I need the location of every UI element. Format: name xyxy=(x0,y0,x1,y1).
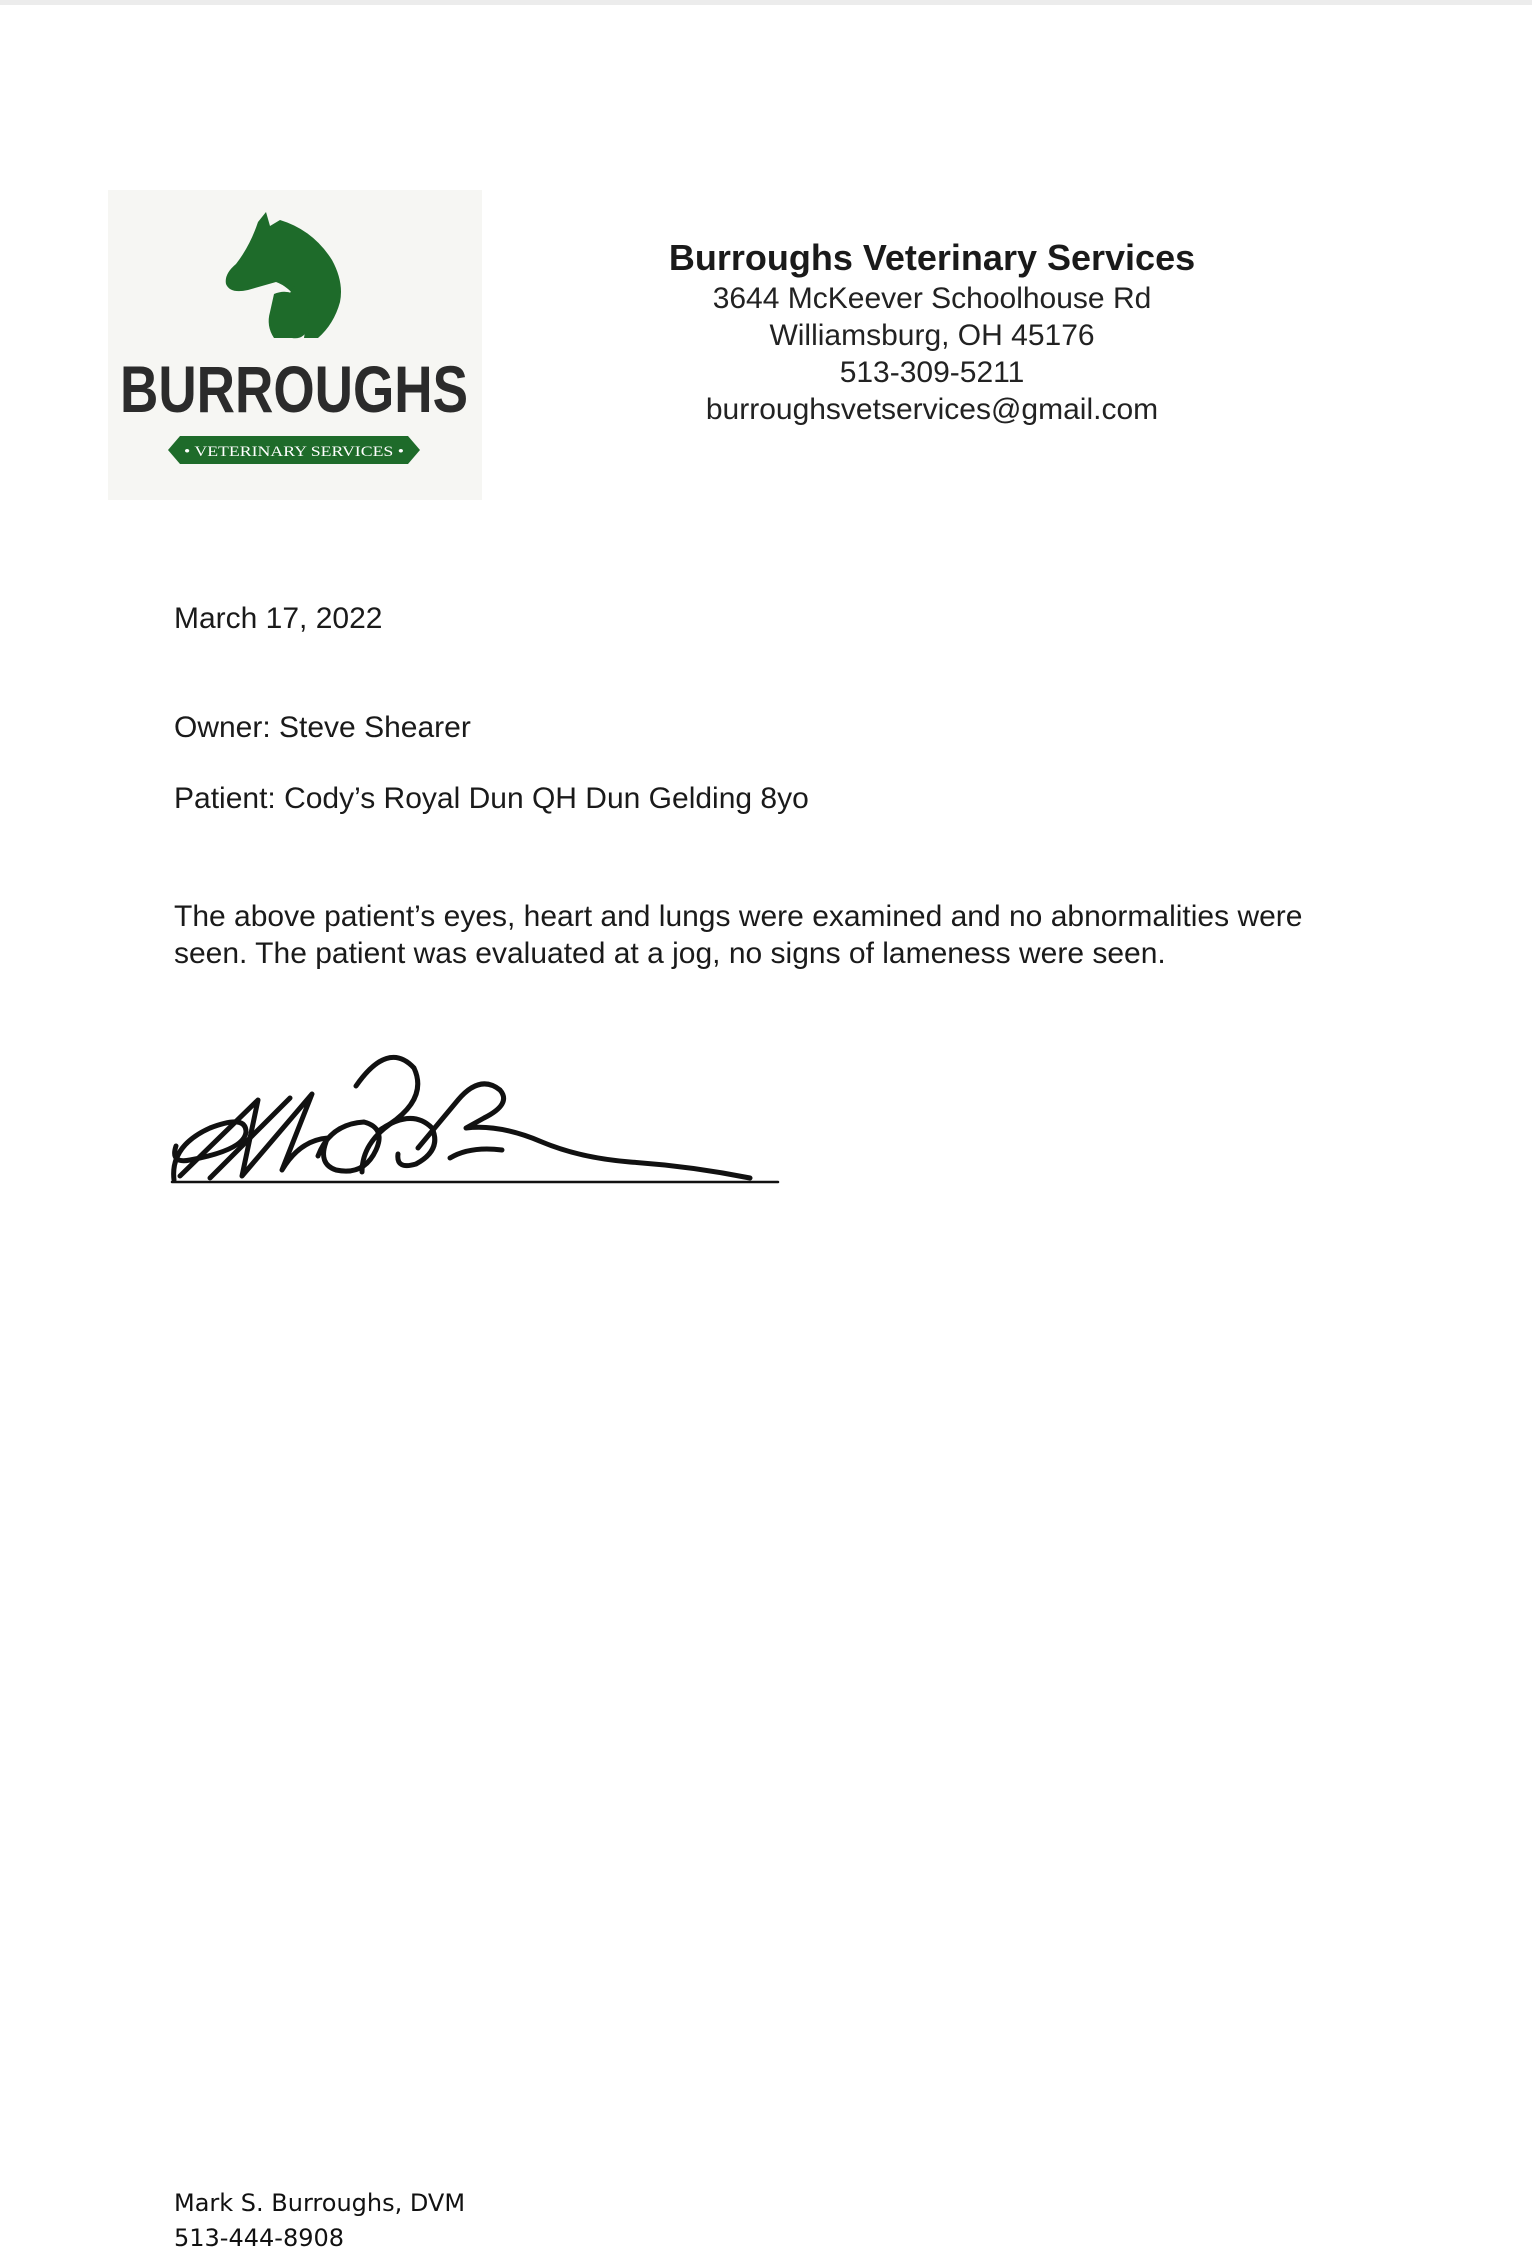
patient-line: Patient: Cody’s Royal Dun QH Dun Gelding 8yo xyxy=(174,782,809,815)
letter-date: March 17, 2022 xyxy=(174,602,383,635)
company-name: Burroughs Veterinary Services xyxy=(668,237,1196,278)
letterhead xyxy=(560,236,1304,428)
logo-wordmark: BURROUGHS xyxy=(120,352,468,426)
page-top-edge xyxy=(0,0,1532,5)
letter-body: The above patient’s eyes, heart and lungs were examined and no abnormalities were seen. The patient was evaluated at a jog, no signs of lameness were seen. xyxy=(174,900,1303,970)
signature-block xyxy=(150,1020,790,2252)
company-email: burroughsvetservices@gmail.com xyxy=(705,393,1159,426)
owner-line: Owner: Steve Shearer xyxy=(174,711,471,744)
address-line-2: Williamsburg, OH 45176 xyxy=(769,319,1095,352)
address-line-1: 3644 McKeever Schoolhouse Rd xyxy=(712,282,1152,315)
company-phone: 513-309-5211 xyxy=(839,356,1025,389)
company-logo xyxy=(108,190,482,500)
logo-tagline: • VETERINARY SERVICES • xyxy=(184,444,404,460)
signer-phone: 513-444-8908 xyxy=(174,2224,345,2252)
horse-dog-head-icon xyxy=(108,190,482,500)
signer-name: Mark S. Burroughs, DVM xyxy=(174,2189,466,2217)
handwritten-signature xyxy=(150,1020,790,1200)
